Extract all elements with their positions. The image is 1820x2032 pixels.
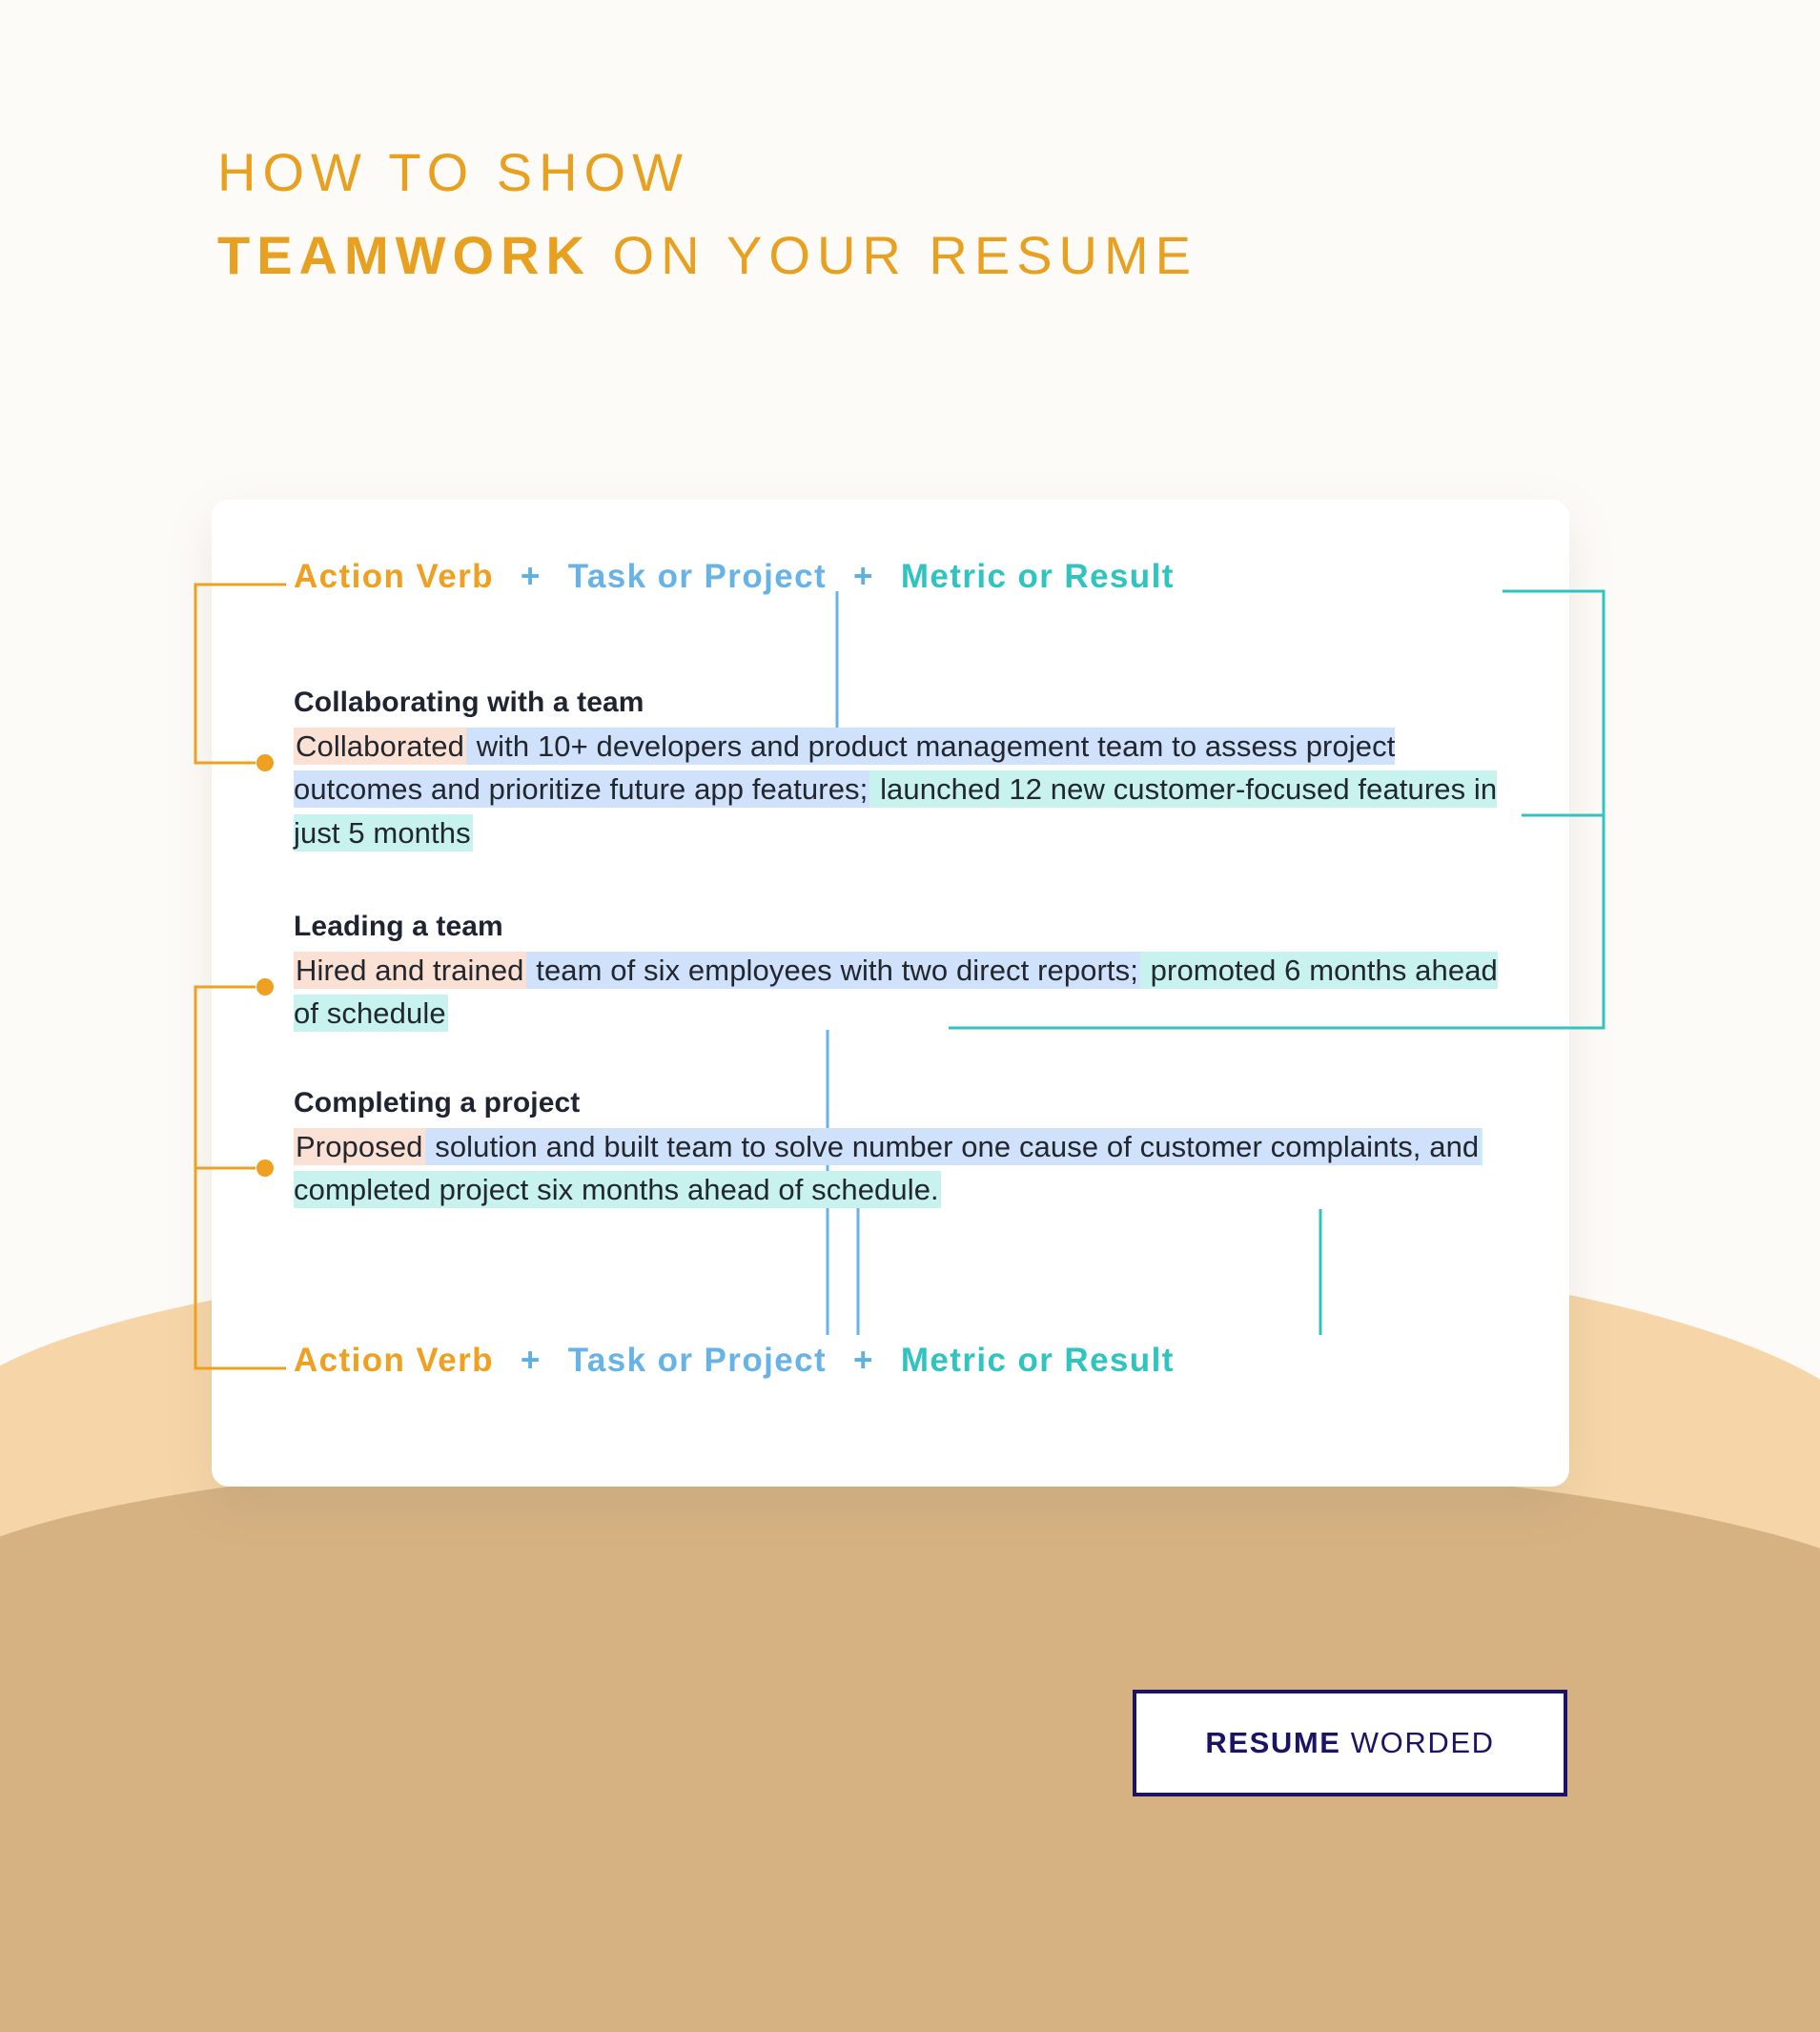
- example-body: [294, 725, 1523, 854]
- example-verb: Proposed: [296, 1130, 423, 1163]
- formula-metric: Metric or Result: [900, 558, 1175, 595]
- title-line-2-rest: ON YOUR RESUME: [590, 225, 1197, 286]
- logo-text-strong: RESUME: [1205, 1726, 1341, 1759]
- brand-logo: [1133, 1690, 1567, 1796]
- title-line-2: [217, 216, 1197, 294]
- formula-plus-2: +: [853, 558, 874, 595]
- example-task: team of six employees with two direct reports;: [527, 954, 1138, 987]
- formula-task: Task or Project: [567, 558, 828, 595]
- page-title: [217, 133, 1197, 294]
- example-title: Leading a team: [294, 911, 503, 942]
- example-body: [294, 1125, 1523, 1212]
- example-verb: Collaborated: [296, 729, 464, 763]
- formula-plus-2: +: [853, 1342, 874, 1379]
- formula-task: Task or Project: [567, 1342, 828, 1379]
- formula-top: [294, 558, 1175, 596]
- formula-plus-1: +: [520, 558, 542, 595]
- formula-metric: Metric or Result: [900, 1342, 1175, 1379]
- logo-text-rest: WORDED: [1340, 1726, 1495, 1759]
- example-task: solution and built team to solve number one cause of customer complaints, and: [426, 1130, 1480, 1163]
- title-line-1: HOW TO SHOW: [217, 142, 689, 202]
- example-body: [294, 949, 1523, 1036]
- logo-text: [1205, 1726, 1494, 1760]
- example-title: Completing a project: [294, 1087, 581, 1119]
- example-verb: Hired and trained: [296, 954, 524, 987]
- formula-bottom: [294, 1342, 1175, 1380]
- example-metric: completed project six months ahead of schedule.: [294, 1128, 1483, 1208]
- example-block-leading: [294, 911, 1523, 1036]
- example-block-completing: [294, 1087, 1523, 1212]
- example-task: with 10+ developers and product management team to assess project outcomes and prioritize future app features;: [294, 729, 1396, 807]
- example-metric: launched 12 new customer-focused features in just 5 months: [294, 772, 1498, 850]
- formula-plus-1: +: [520, 1342, 542, 1379]
- formula-action-verb: Action Verb: [294, 1342, 494, 1379]
- example-block-collaborating: [294, 687, 1523, 854]
- example-metric: promoted 6 months ahead of schedule: [294, 954, 1498, 1031]
- formula-action-verb: Action Verb: [294, 558, 494, 595]
- example-title: Collaborating with a team: [294, 687, 644, 718]
- title-keyword: TEAMWORK: [217, 225, 591, 286]
